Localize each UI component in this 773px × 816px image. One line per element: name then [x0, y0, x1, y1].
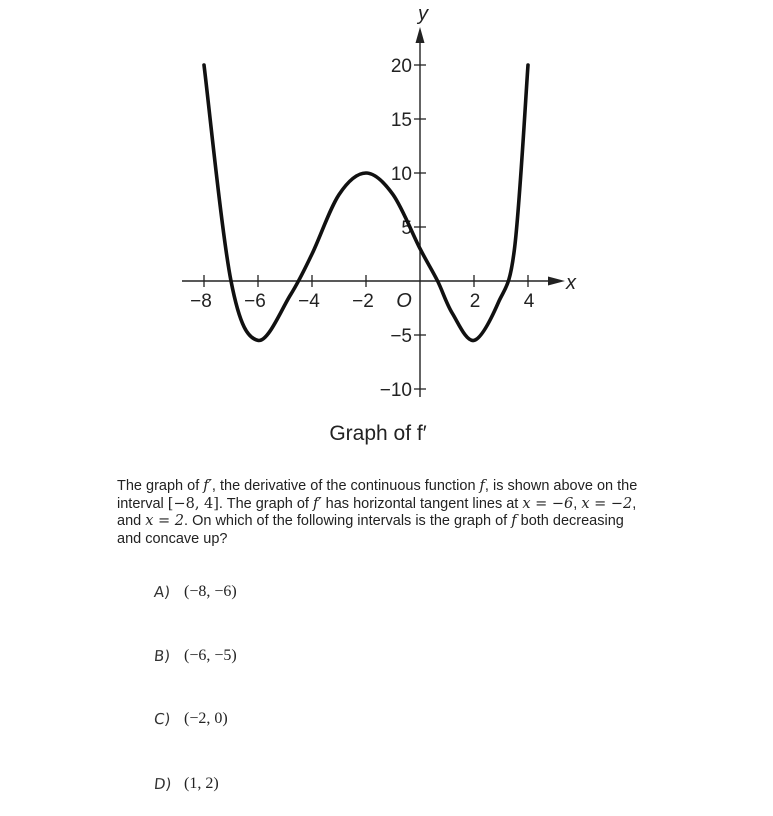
- math-fprime: f′: [203, 478, 212, 494]
- y-tick-label: 10: [390, 164, 412, 185]
- math-eq-1: x = −6: [522, 495, 574, 512]
- choice-b-text: (−6, −5): [184, 647, 237, 664]
- y-axis-label: y: [418, 3, 428, 25]
- x-tick-label: 4: [523, 291, 535, 312]
- math-f: f: [479, 478, 485, 494]
- x-tick-label: −2: [352, 291, 374, 312]
- x-tick-label: −4: [298, 291, 320, 312]
- choice-b-letter: B): [153, 647, 172, 665]
- choice-d-text: (1, 2): [184, 775, 219, 792]
- x-tick-label: 2: [469, 291, 481, 312]
- y-axis-arrow: [416, 27, 425, 43]
- y-tick-label: 15: [390, 110, 412, 131]
- choice-a-letter: A): [153, 583, 172, 601]
- x-tick-label: −6: [244, 291, 266, 312]
- y-tick-label: −10: [379, 380, 412, 401]
- math-interval: [−8, 4]: [167, 495, 219, 512]
- origin-label: O: [396, 290, 412, 312]
- math-eq-2: x = −2: [581, 495, 633, 512]
- x-tick-label: −8: [190, 291, 212, 312]
- y-tick-label: 5: [401, 218, 412, 239]
- choice-d[interactable]: [154, 772, 219, 796]
- choice-c-text: (−2, 0): [184, 710, 228, 727]
- math-eq-3: x = 2: [145, 513, 185, 529]
- x-axis-label: x: [566, 272, 576, 294]
- choice-d-letter: D): [153, 775, 173, 793]
- chart-title: Graph of f′: [329, 422, 427, 445]
- choice-c[interactable]: [154, 707, 228, 731]
- x-axis-arrow: [548, 277, 565, 286]
- question-text: The graph of f′, the derivative of the continuous function f, is shown above on the interval [−8, 4]. The graph of f′ has horizontal tangent lines at x = −6, x = −2, and x = 2. On which of the following intervals is the graph of f both decreasing and concave up?: [117, 478, 638, 547]
- choice-c-letter: C): [153, 710, 172, 728]
- choice-a[interactable]: [154, 580, 237, 604]
- y-tick-label: −5: [390, 326, 412, 347]
- y-tick-label: 20: [390, 56, 412, 77]
- choice-b[interactable]: [154, 644, 237, 668]
- choice-a-text: (−8, −6): [184, 583, 237, 600]
